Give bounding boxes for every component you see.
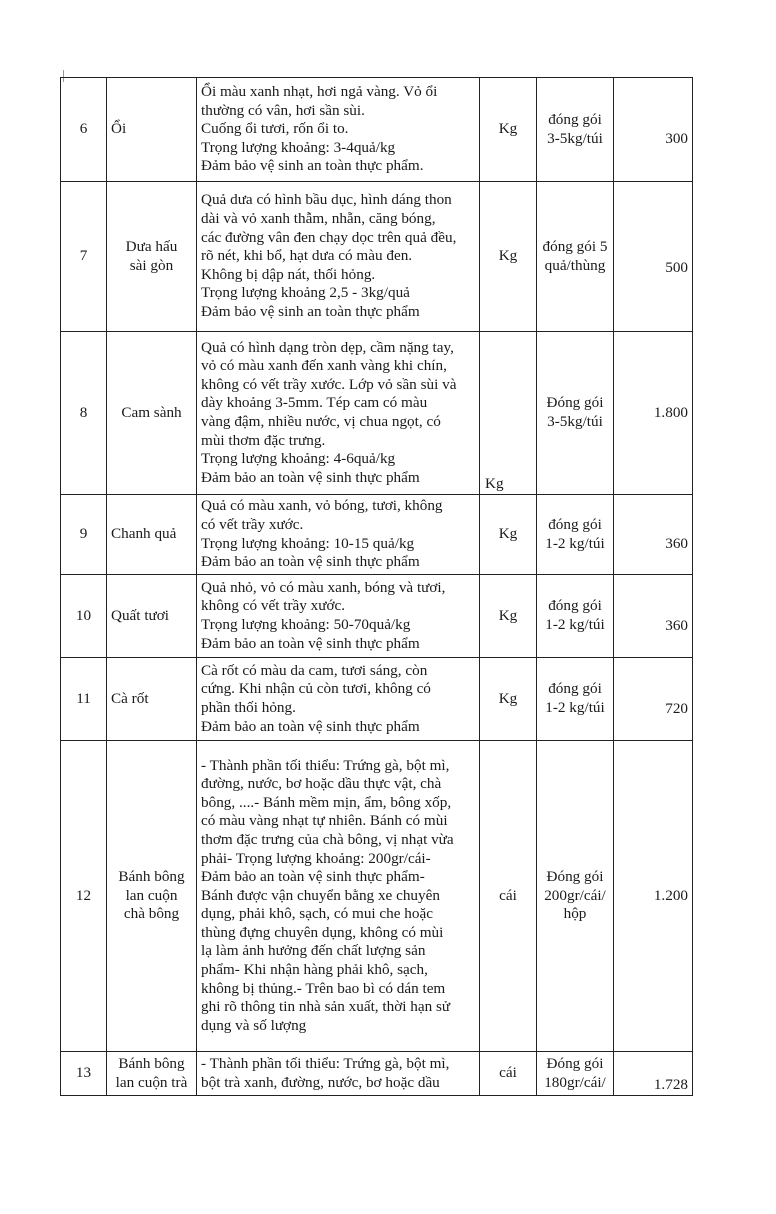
quantity: 360	[614, 495, 693, 575]
packaging: đóng gói 3-5kg/túi	[537, 78, 614, 182]
product-name: Ổi	[107, 78, 197, 182]
packaging: Đóng gói 3-5kg/túi	[537, 332, 614, 495]
quantity: 500	[614, 182, 693, 332]
unit: Kg	[480, 658, 537, 741]
product-description: Quả có màu xanh, vỏ bóng, tươi, không có vết trầy xước. Trọng lượng khoảng: 10-15 quả/kg Đảm bảo an toàn vệ sinh thực phẩm	[197, 495, 480, 575]
quantity: 1.800	[614, 332, 693, 495]
packaging: đóng gói 5 quả/thùng	[537, 182, 614, 332]
row-number: 11	[61, 658, 107, 741]
packaging: đóng gói 1-2 kg/túi	[537, 495, 614, 575]
unit: cái	[480, 1052, 537, 1096]
packaging: đóng gói 1-2 kg/túi	[537, 575, 614, 658]
product-name: Cam sành	[107, 332, 197, 495]
row-number: 13	[61, 1052, 107, 1096]
product-spec-table	[60, 77, 693, 1096]
product-name: Bánh bông lan cuộn trà	[107, 1052, 197, 1096]
unit: Kg	[480, 332, 537, 495]
product-description: Quả nhỏ, vỏ có màu xanh, bóng và tươi, không có vết trầy xước. Trọng lượng khoảng: 50-70quả/kg Đảm bảo an toàn vệ sinh thực phẩm	[197, 575, 480, 658]
packaging: đóng gói 1-2 kg/túi	[537, 658, 614, 741]
quantity: 720	[614, 658, 693, 741]
product-description: - Thành phần tối thiểu: Trứng gà, bột mì, bột trà xanh, đường, nước, bơ hoặc dầu	[197, 1052, 480, 1096]
table-row	[61, 495, 693, 575]
unit: Kg	[480, 495, 537, 575]
row-number: 8	[61, 332, 107, 495]
product-name: Dưa hấu sài gòn	[107, 182, 197, 332]
row-number: 12	[61, 741, 107, 1052]
row-number: 9	[61, 495, 107, 575]
quantity: 1.728	[614, 1052, 693, 1096]
packaging: Đóng gói 200gr/cái/ hộp	[537, 741, 614, 1052]
unit: Kg	[480, 575, 537, 658]
table-row	[61, 182, 693, 332]
table-row	[61, 658, 693, 741]
unit: cái	[480, 741, 537, 1052]
product-name: Quất tươi	[107, 575, 197, 658]
quantity: 1.200	[614, 741, 693, 1052]
packaging: Đóng gói 180gr/cái/	[537, 1052, 614, 1096]
quantity: 300	[614, 78, 693, 182]
row-number: 10	[61, 575, 107, 658]
product-name: Cà rốt	[107, 658, 197, 741]
row-number: 7	[61, 182, 107, 332]
table-row	[61, 1052, 693, 1096]
product-name: Chanh quả	[107, 495, 197, 575]
product-name: Bánh bông lan cuộn chà bông	[107, 741, 197, 1052]
product-description: Quả dưa có hình bầu dục, hình dáng thon dài và vỏ xanh thẫm, nhẵn, căng bóng, các đường vân đen chạy dọc trên quả đều, rõ nét, khi bổ, hạt dưa có màu đen. Không bị dập nát, thối hỏng. Trọng lượng khoảng 2,5 - 3kg/quả Đảm bảo vệ sinh an toàn thực phẩm	[197, 182, 480, 332]
unit: Kg	[480, 78, 537, 182]
quantity: 360	[614, 575, 693, 658]
table-row	[61, 332, 693, 495]
product-description: Ổi màu xanh nhạt, hơi ngả vàng. Vỏ ổi thường có vân, hơi sần sùi. Cuống ổi tươi, rốn ổi to. Trọng lượng khoảng: 3-4quả/kg Đảm bảo vệ sinh an toàn thực phẩm.	[197, 78, 480, 182]
product-description: - Thành phần tối thiểu: Trứng gà, bột mì, đường, nước, bơ hoặc dầu thực vật, chà bông, ....- Bánh mềm mịn, ẩm, bông xốp, có màu vàng nhạt tự nhiên. Bánh có mùi thơm đặc trưng của chà bông, vị nhạt vừa phải- Trọng lượng khoảng: 200gr/cái- Đảm bảo an toàn vệ sinh thực phẩm- Bánh được vận chuyển bằng xe chuyên dụng, phải khô, sạch, có mui che hoặc thùng đựng chuyên dụng, không có mùi lạ làm ảnh hưởng đến chất lượng sản phẩm- Khi nhận hàng phải khô, sạch, không bị thủng.- Trên bao bì có dán tem ghi rõ thông tin nhà sản xuất, thời hạn sử dụng và số lượng	[197, 741, 480, 1052]
table-row	[61, 78, 693, 182]
table-row	[61, 575, 693, 658]
row-number: 6	[61, 78, 107, 182]
product-description: Cà rốt có màu da cam, tươi sáng, còn cứng. Khi nhận củ còn tươi, không có phần thối hỏng. Đảm bảo an toàn vệ sinh thực phẩm	[197, 658, 480, 741]
table-row	[61, 741, 693, 1052]
product-description: Quả có hình dạng tròn dẹp, cầm nặng tay, vỏ có màu xanh đến xanh vàng khi chín, không có vết trầy xước. Lớp vỏ sần sùi và dày khoảng 3-5mm. Tép cam có màu vàng đậm, nhiều nước, vị chua ngọt, có mùi thơm đặc trưng. Trọng lượng khoảng: 4-6quả/kg Đảm bảo an toàn vệ sinh thực phẩm	[197, 332, 480, 495]
unit: Kg	[480, 182, 537, 332]
